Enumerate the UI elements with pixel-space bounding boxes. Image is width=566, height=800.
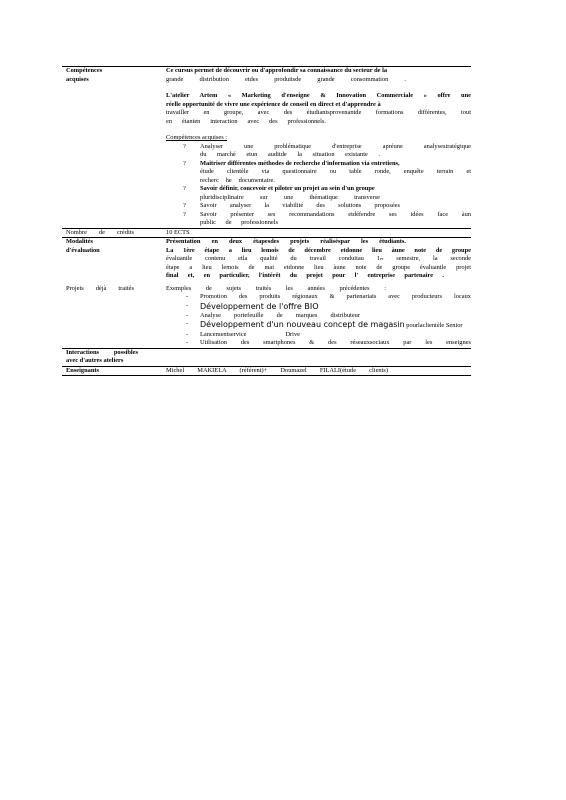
- item-line: Savoir analyser la viabilité des solutions proposées: [200, 202, 400, 209]
- value-enseignants: [162, 366, 471, 376]
- bullet-mark: ?: [183, 202, 186, 209]
- projet-text: Lancementservice Drive: [200, 330, 300, 338]
- list-item: [166, 312, 471, 321]
- projet-text: Promotion des produits régionaux & partenariats avec producteurs locaux: [200, 293, 471, 300]
- list-item: [166, 160, 471, 186]
- label-text: Interactions possibles: [66, 348, 138, 356]
- label-text: Nombre de crédits: [66, 228, 134, 236]
- content-projets: [162, 281, 471, 349]
- label-evaluation: [62, 238, 162, 281]
- bullet-mark: ?: [183, 159, 186, 167]
- list-item: [166, 202, 471, 211]
- bullet-mark: ?: [183, 210, 186, 218]
- eval-line-3b: semestre, la seconde: [396, 255, 471, 262]
- eval-line-3a: évaluantle contenu etla qualité du travail conduitau 1: [166, 255, 380, 262]
- dash-mark: -: [186, 339, 189, 346]
- item-line: étude clientèle via questionnaire ou table ronde, enquête terrain et: [200, 168, 471, 175]
- projet-text: Utilisation des smartphones & des réseauxsociaux par les enseignes: [200, 339, 471, 346]
- bullet-mark: ?: [183, 142, 186, 150]
- row-enseignants: [62, 366, 471, 376]
- list-item: [166, 339, 471, 348]
- projet-text: Développement de l'offre BIO: [200, 301, 319, 311]
- intro-line-2: grande distribution etdes produitsde grande consommation .: [166, 75, 406, 83]
- label-competences: [62, 67, 162, 229]
- item-line: Analyser une problématique d'entreprise apréune analysestratégique: [200, 142, 471, 150]
- list-item: [166, 320, 471, 331]
- dash-mark: -: [186, 311, 189, 319]
- intro-line-1: Ce cursus permet de découvrir ou d'approfondir sa connaissance du secteur de la: [166, 67, 388, 74]
- bullet-mark: ?: [183, 185, 186, 192]
- eval-line: étape a lieu lemois de mai etdonne lieu àune note de groupe évaluantle projet: [166, 263, 471, 271]
- content-competences: [162, 67, 471, 229]
- list-item: [166, 185, 471, 202]
- label-text: Modalités: [66, 238, 93, 245]
- row-interactions: [62, 348, 471, 366]
- row-credits: [62, 228, 471, 238]
- atelier-line-1: L'atelier Artem « Marketing d'enseigne & Innovation Commerciale » offre une: [166, 92, 471, 99]
- course-table: [62, 66, 471, 376]
- row-competences: [62, 67, 471, 229]
- label-text: d'évaluation: [66, 246, 100, 254]
- eval-line: [166, 255, 471, 264]
- eval-sup: er: [379, 256, 384, 261]
- enseignants-text: Michel MAKIELA (référent)+ Doumazel FILALI(étude clients): [166, 366, 388, 374]
- atelier-line-2: réelle opportunité de vivre une expérience de conseil en direct et d'apprendre à: [166, 100, 381, 108]
- eval-line: Présentation en deux étapesdes projets réaliséspar les étudiants.: [166, 238, 406, 245]
- label-projets: [62, 281, 162, 349]
- projets-intro: Exemples de sujets traités les années précédentes :: [166, 284, 386, 292]
- item-line: public de professionnels: [200, 219, 278, 226]
- course-sheet: [62, 66, 471, 376]
- item-line: du marché etun auditde la situation existante .: [200, 151, 380, 158]
- label-text: avec d'autres ateliers: [66, 357, 124, 364]
- projet-tail: pourlaclientèle Senior: [406, 322, 463, 329]
- item-line: Savoir définir, concevoir et piloter un projet au sein d'un groupe: [200, 185, 375, 192]
- value-interactions: [162, 348, 471, 366]
- list-item: [166, 293, 471, 302]
- dash-mark: -: [186, 293, 189, 300]
- row-evaluation: [62, 238, 471, 281]
- row-projets: [62, 281, 471, 349]
- eval-line: final et, en particulier, l'intérêt du projet pour l' entreprise partenaire .: [166, 272, 444, 279]
- label-text: Projets déjà traités: [66, 284, 134, 292]
- list-item: [166, 331, 471, 340]
- item-line: recherc he documentaire.: [200, 176, 275, 184]
- content-evaluation: [162, 238, 471, 281]
- list-item: [166, 302, 471, 312]
- projets-list: [166, 293, 471, 348]
- competences-subheading: Compétences acquises :: [166, 134, 228, 141]
- value-credits: 10 ECTS: [162, 228, 471, 238]
- item-line: Savoir présenter ses recommandations etdéfendre ses idées face àun: [200, 210, 471, 218]
- label-interactions: [62, 348, 162, 366]
- list-item: [166, 143, 471, 160]
- list-item: [166, 211, 471, 228]
- label-text: Compétences acquises: [66, 67, 103, 83]
- dash-mark: -: [186, 320, 189, 327]
- dash-mark: -: [186, 330, 189, 338]
- atelier-line-3: travailler en groupe, avec des étudiantsprovenantde formations différentes, tout: [166, 109, 471, 116]
- item-line: pluridisciplinaire sur une thématique transverse: [200, 193, 380, 201]
- eval-line: La 1ère étape a lieu lemois de décembre etdonne lieu àune note de groupe: [166, 246, 471, 254]
- projet-text: Analyse portefeuille de marques distributeur: [200, 311, 360, 319]
- projet-text: Développement d'un nouveau concept de magasin: [200, 320, 405, 329]
- label-enseignants: Enseignants: [62, 366, 162, 376]
- atelier-line-4: en étanten interaction avec des professionnels.: [166, 117, 326, 125]
- dash-mark: -: [186, 301, 189, 309]
- label-credits: [62, 228, 162, 238]
- item-line: Maitriser différentes méthodes de recherche d'information via entretiens,: [200, 159, 400, 167]
- competences-list: [166, 143, 471, 228]
